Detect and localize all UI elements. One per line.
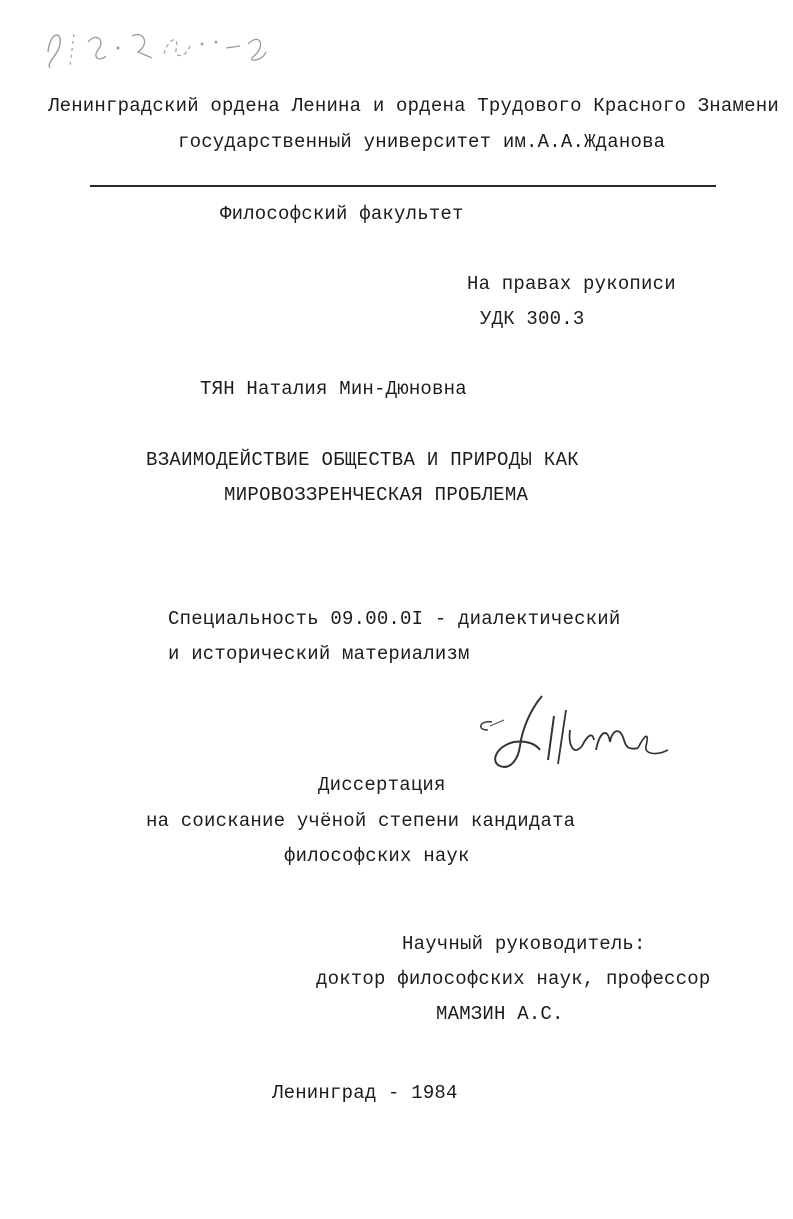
advisor-name: МАМЗИН А.С. (436, 1003, 564, 1025)
degree-sought-line: на соискание учёной степени кандидата (146, 810, 576, 832)
handwritten-signature (470, 690, 675, 778)
place-and-year: Ленинград - 1984 (272, 1082, 458, 1104)
manuscript-rights-label: На правах рукописи (467, 273, 676, 295)
specialty-line-1: Специальность 09.00.0I - диалектический (168, 608, 621, 630)
institution-line-2: государственный университет им.А.А.Жданова (178, 131, 666, 153)
field-of-science-line: философских наук (284, 845, 470, 867)
dissertation-title-line-2: МИРОВОЗЗРЕНЧЕСКАЯ ПРОБЛЕМА (224, 484, 529, 506)
advisor-degree: доктор философских наук, профессор (316, 968, 711, 990)
dissertation-label: Диссертация (318, 774, 446, 796)
author-name: ТЯН Наталия Мин-Дюновна (200, 378, 467, 400)
dissertation-title-line-1: ВЗАИМОДЕЙСТВИЕ ОБЩЕСТВА И ПРИРОДЫ КАК (146, 449, 579, 471)
pencil-notation-mark (40, 22, 270, 72)
institution-line-1: Ленинградский ордена Ленина и ордена Трудового Красного Знамени (48, 95, 779, 117)
specialty-line-2: и исторический материализм (168, 643, 470, 665)
faculty-name: Философский факультет (220, 203, 464, 225)
header-divider (90, 185, 716, 187)
advisor-label: Научный руководитель: (402, 933, 646, 955)
udc-code: УДК 300.3 (480, 308, 585, 330)
